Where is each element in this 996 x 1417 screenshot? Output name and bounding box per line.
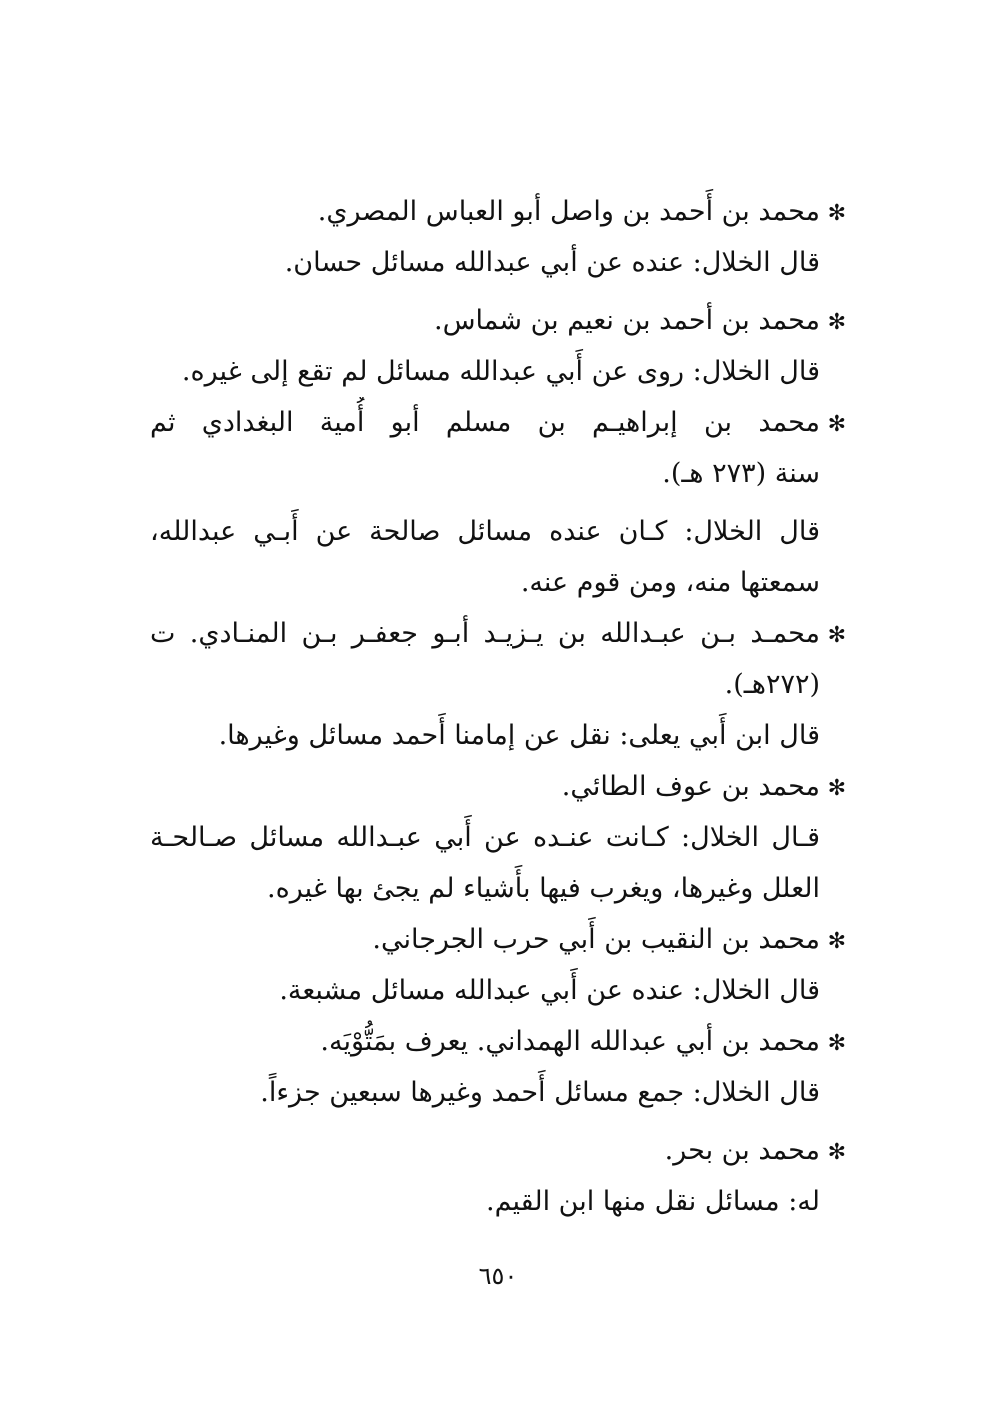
asterisk-bullet-icon: ✻ <box>827 201 846 226</box>
entry-note: قال الخلال: جمع مسائل أَحمد وغيرها سبعين جزءاً. <box>260 1077 820 1108</box>
asterisk-bullet-icon: ✻ <box>827 1031 846 1056</box>
entry-note: له: مسائل نقل منها ابن القيم. <box>485 1186 820 1217</box>
entry-name: محمد بن أبي عبدالله الهمداني. يعرف بمَتُّوْيَه. <box>320 1026 820 1057</box>
entry-name: محمد بن أحمد بن نعيم بن شماس. <box>433 305 820 336</box>
entry-name: محمد بن النقيب بن أَبي حرب الجرجاني. <box>372 924 820 955</box>
asterisk-bullet-icon: ✻ <box>827 929 846 954</box>
entry-note-continued: العلل وغيرها، ويغرب فيها بأَشياء لم يجئ بها غيره. <box>267 873 820 904</box>
asterisk-bullet-icon: ✻ <box>827 776 846 801</box>
entry-heading <box>150 914 846 965</box>
entry-note: قـال الخلال: كـانت عنـده عن أَبي عبـدالله مسائل صـالحـة <box>150 822 820 853</box>
entry-name: محمد بن بحر. <box>664 1135 820 1166</box>
entry-heading-continued: سنة (٢٧٣ هـ). <box>662 458 820 489</box>
asterisk-bullet-icon: ✻ <box>827 1140 846 1165</box>
entry-note-continued: سمعتها منه، ومن قوم عنه. <box>520 567 820 598</box>
entries-list <box>150 186 846 1227</box>
entry-name: محمد بن إبراهيـم بن مسلم أبو أُمية البغدادي ثم <box>150 407 820 438</box>
asterisk-bullet-icon: ✻ <box>827 623 846 648</box>
entry-name: محمـد بـن عبـدالله بن يـزيـد أبـو جعفـر بـن المنـادي. ت <box>150 618 820 649</box>
entry-note: قال ابن أَبي يعلى: نقل عن إمامنا أَحمد مسائل وغيرها. <box>218 720 820 751</box>
entry-heading <box>150 761 846 812</box>
entry-heading <box>150 295 846 346</box>
asterisk-bullet-icon: ✻ <box>827 412 846 437</box>
entry-heading-continued: (٢٧٢هـ). <box>724 669 820 700</box>
entry-name: محمد بن أَحمد بن واصل أبو العباس المصري. <box>317 196 820 227</box>
entry-heading <box>150 1125 846 1176</box>
entry-note: قال الخلال: عنده عن أَبي عبدالله مسائل مشبعة. <box>279 975 820 1006</box>
entry-note: قال الخلال: كـان عنده مسائل صالحة عن أَبـي عبدالله، <box>150 516 820 547</box>
asterisk-bullet-icon: ✻ <box>827 310 846 335</box>
page-number: ٦٥٠ <box>478 1262 518 1290</box>
entry-name: محمد بن عوف الطائي. <box>561 771 820 802</box>
entry-heading <box>150 608 846 659</box>
entry-heading <box>150 186 846 237</box>
entry-heading <box>150 397 846 448</box>
entry-note: قال الخلال: عنده عن أبي عبدالله مسائل حسان. <box>284 247 820 278</box>
entry-note: قال الخلال: روى عن أَبي عبدالله مسائل لم تقع إلى غيره. <box>181 356 820 387</box>
entry-heading <box>150 1016 846 1067</box>
